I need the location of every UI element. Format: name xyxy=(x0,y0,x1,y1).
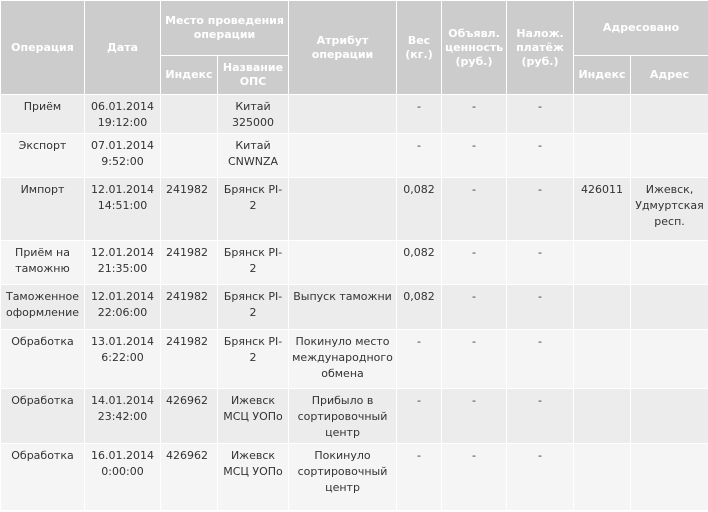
cell-cod: - xyxy=(507,241,574,285)
cell-declared-value: - xyxy=(442,285,507,330)
table-row xyxy=(1,241,708,285)
table-row xyxy=(1,95,708,134)
cell-addr-address: Ижевск, Удмуртская респ. xyxy=(631,178,708,241)
date-value: 14.01.2014 xyxy=(91,394,154,407)
header-addr-index: Индекс xyxy=(574,56,631,95)
cell-place-index: 426962 xyxy=(161,444,218,511)
cell-place-index: 241982 xyxy=(161,241,218,285)
cell-weight: - xyxy=(397,389,442,444)
cell-place-name: Китай 325000 xyxy=(218,95,289,134)
cell-place-name: Китай CNWNZA xyxy=(218,134,289,178)
cell-date xyxy=(85,389,161,444)
time-value: 22:06:00 xyxy=(97,306,148,319)
time-value: 21:35:00 xyxy=(97,262,148,275)
cell-operation: Экспорт xyxy=(1,134,85,178)
cell-addr-index xyxy=(574,134,631,178)
cell-date xyxy=(85,330,161,389)
table-row xyxy=(1,389,708,444)
cell-attribute xyxy=(289,95,397,134)
time-value: 14:51:00 xyxy=(97,199,148,212)
cell-place-name: Брянск PI-2 xyxy=(218,241,289,285)
cell-addr-address xyxy=(631,330,708,389)
cell-addr-address xyxy=(631,389,708,444)
cell-addr-index xyxy=(574,330,631,389)
time-value: 0:00:00 xyxy=(101,465,144,478)
cell-place-index: 241982 xyxy=(161,285,218,330)
cell-date xyxy=(85,178,161,241)
cell-weight: - xyxy=(397,444,442,511)
table-row xyxy=(1,178,708,241)
cell-weight: 0,082 xyxy=(397,241,442,285)
header-date: Дата xyxy=(85,1,161,95)
header-attribute: Атрибут операции xyxy=(289,1,397,95)
cell-place-name: Брянск PI-2 xyxy=(218,178,289,241)
cell-attribute xyxy=(289,241,397,285)
cell-addr-index xyxy=(574,444,631,511)
time-value: 9:52:00 xyxy=(101,155,144,168)
cell-weight: 0,082 xyxy=(397,178,442,241)
cell-attribute: Покинуло сортировочный центр xyxy=(289,444,397,511)
cell-attribute: Покинуло место международного обмена xyxy=(289,330,397,389)
header-place: Место проведения операции xyxy=(161,1,289,56)
header-cod: Налож. платёж (руб.) xyxy=(507,1,574,95)
date-value: 12.01.2014 xyxy=(91,246,154,259)
header-weight: Вес (кг.) xyxy=(397,1,442,95)
cell-place-index: 241982 xyxy=(161,178,218,241)
header-place-index: Индекс xyxy=(161,56,218,95)
header-addressed: Адресовано xyxy=(574,1,708,56)
cell-attribute: Выпуск таможни xyxy=(289,285,397,330)
cell-cod: - xyxy=(507,285,574,330)
cell-addr-address xyxy=(631,241,708,285)
cell-date xyxy=(85,444,161,511)
cell-date xyxy=(85,285,161,330)
cell-operation: Обработка xyxy=(1,444,85,511)
cell-declared-value: - xyxy=(442,444,507,511)
cell-place-index xyxy=(161,95,218,134)
cell-date xyxy=(85,241,161,285)
cell-operation: Обработка xyxy=(1,389,85,444)
cell-attribute xyxy=(289,134,397,178)
cell-addr-index xyxy=(574,95,631,134)
cell-addr-address xyxy=(631,444,708,511)
cell-cod: - xyxy=(507,134,574,178)
header-addr-address: Адрес xyxy=(631,56,708,95)
header-place-name: Название ОПС xyxy=(218,56,289,95)
time-value: 23:42:00 xyxy=(97,410,148,423)
date-value: 06.01.2014 xyxy=(91,100,154,113)
cell-addr-index xyxy=(574,389,631,444)
cell-operation: Приём xyxy=(1,95,85,134)
date-value: 07.01.2014 xyxy=(91,139,154,152)
cell-cod: - xyxy=(507,178,574,241)
cell-weight: 0,082 xyxy=(397,285,442,330)
cell-cod: - xyxy=(507,389,574,444)
cell-addr-index xyxy=(574,285,631,330)
time-value: 6:22:00 xyxy=(101,351,144,364)
cell-weight: - xyxy=(397,95,442,134)
cell-place-name: Брянск PI-2 xyxy=(218,285,289,330)
cell-declared-value: - xyxy=(442,389,507,444)
date-value: 16.01.2014 xyxy=(91,449,154,462)
cell-place-name: Ижевск МСЦ УОПо xyxy=(218,444,289,511)
cell-operation: Обработка xyxy=(1,330,85,389)
cell-operation: Импорт xyxy=(1,178,85,241)
cell-place-index: 426962 xyxy=(161,389,218,444)
cell-addr-address xyxy=(631,285,708,330)
cell-attribute xyxy=(289,178,397,241)
header-declared-value: Объявл. ценность (руб.) xyxy=(442,1,507,95)
cell-declared-value: - xyxy=(442,134,507,178)
table-row xyxy=(1,444,708,511)
cell-cod: - xyxy=(507,444,574,511)
cell-place-name: Брянск PI-2 xyxy=(218,330,289,389)
cell-place-name: Ижевск МСЦ УОПо xyxy=(218,389,289,444)
date-value: 13.01.2014 xyxy=(91,335,154,348)
cell-declared-value: - xyxy=(442,178,507,241)
time-value: 19:12:00 xyxy=(97,116,148,129)
header-operation: Операция xyxy=(1,1,85,95)
table-row xyxy=(1,285,708,330)
cell-declared-value: - xyxy=(442,95,507,134)
cell-addr-index: 426011 xyxy=(574,178,631,241)
cell-operation: Приём на таможню xyxy=(1,241,85,285)
cell-place-index xyxy=(161,134,218,178)
cell-place-index: 241982 xyxy=(161,330,218,389)
cell-declared-value: - xyxy=(442,330,507,389)
date-value: 12.01.2014 xyxy=(91,183,154,196)
cell-attribute: Прибыло в сортировочный центр xyxy=(289,389,397,444)
table-row xyxy=(1,330,708,389)
cell-addr-index xyxy=(574,241,631,285)
date-value: 12.01.2014 xyxy=(91,290,154,303)
cell-cod: - xyxy=(507,95,574,134)
cell-date xyxy=(85,95,161,134)
cell-cod: - xyxy=(507,330,574,389)
cell-addr-address xyxy=(631,95,708,134)
cell-weight: - xyxy=(397,134,442,178)
cell-weight: - xyxy=(397,330,442,389)
table-row xyxy=(1,134,708,178)
cell-date xyxy=(85,134,161,178)
cell-declared-value: - xyxy=(442,241,507,285)
cell-operation: Таможенное оформление xyxy=(1,285,85,330)
cell-addr-address xyxy=(631,134,708,178)
